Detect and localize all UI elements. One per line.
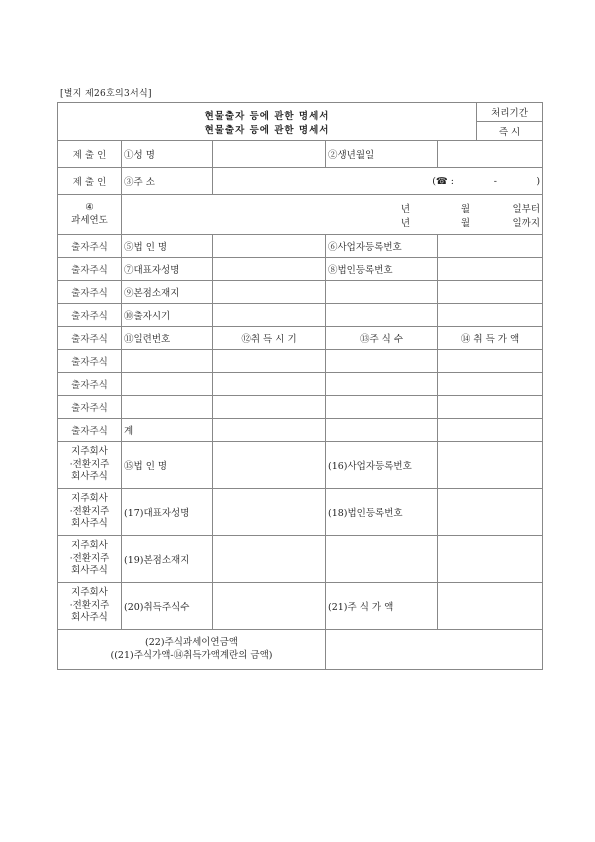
corp-name-label: ⑤법 인 명 [122,235,213,258]
corp-name-field[interactable] [213,235,326,258]
investor-label: 출자주식 [58,258,122,281]
investor-label: 출자주식 [58,235,122,258]
corp-reg-label: ⑧법인등록번호 [326,258,438,281]
holding-hq-field-3[interactable] [438,536,543,583]
holding-corp-name-label: ⑮법 인 명 [122,442,213,489]
holding-label: 지주회사 ·전환지주 회사주식 [58,536,122,583]
submitter-label: 제 출 인 [58,141,122,168]
holding-label: 지주회사 ·전환지주 회사주식 [58,442,122,489]
table-row [58,350,543,373]
holding-biz-reg-label: (16)사업자등록번호 [326,442,438,489]
investor-label: 출자주식 [58,373,122,396]
hq-field[interactable] [213,281,326,304]
shares-cell[interactable] [326,350,438,373]
total-label: 계 [122,419,213,442]
birth-field[interactable] [438,141,543,168]
acq-value-header: ⑭ 취 득 가 액 [438,327,543,350]
acq-value-cell[interactable] [438,373,543,396]
submitter-label: 제 출 인 [58,168,122,195]
acq-date-header: ⑫취 득 시 기 [213,327,326,350]
phone-dash: - [493,175,497,187]
phone-suffix: ) [536,175,541,187]
hq-label: ⑨본점소재지 [122,281,213,304]
share-value-field[interactable] [438,583,543,630]
holding-biz-reg-field[interactable] [438,442,543,489]
shares-cell[interactable] [326,396,438,419]
acq-date-cell[interactable] [213,396,326,419]
corp-reg-field[interactable] [438,258,543,281]
acq-value-cell[interactable] [438,350,543,373]
holding-rep-name-field[interactable] [213,489,326,536]
acq-date-cell[interactable] [213,373,326,396]
acq-value-cell[interactable] [438,396,543,419]
share-value-label: (21)주 식 가 액 [326,583,438,630]
deferred-amount-label: (22)주식과세이연금액 ((21)주식가액-⑭취득가액계란의 금액) [58,630,326,670]
total-acq-value[interactable] [438,419,543,442]
holding-corp-name-field[interactable] [213,442,326,489]
processing-period-value: 즉 시 [477,122,543,141]
acq-shares-label: (20)취득주식수 [122,583,213,630]
shares-cell[interactable] [326,373,438,396]
serial-cell[interactable] [122,350,213,373]
total-acq-date[interactable] [213,419,326,442]
hq-field-3[interactable] [438,281,543,304]
total-shares[interactable] [326,419,438,442]
rep-name-label: ⑦대표자성명 [122,258,213,281]
holding-corp-reg-field[interactable] [438,489,543,536]
serial-cell[interactable] [122,373,213,396]
holding-label: 지주회사 ·전환지주 회사주식 [58,489,122,536]
holding-hq-field-2[interactable] [326,536,438,583]
name-label: ①성 명 [122,141,213,168]
hq-field-2[interactable] [326,281,438,304]
table-row [58,373,543,396]
shares-header: ⑬주 식 수 [326,327,438,350]
investor-label: 출자주식 [58,304,122,327]
phone-prefix: (☎ : [432,175,454,187]
address-field[interactable] [213,168,543,195]
rep-name-field[interactable] [213,258,326,281]
total-row [58,419,543,442]
holding-rep-name-label: (17)대표자성명 [122,489,213,536]
invest-date-field-2[interactable] [326,304,438,327]
investor-label: 출자주식 [58,327,122,350]
form-reference: [별지 제26호의3서식] [60,89,152,99]
tax-year-label: ④ 과세연도 [58,195,122,235]
address-label: ③주 소 [122,168,213,195]
deferred-amount-field[interactable] [326,630,543,670]
holding-label: 지주회사 ·전환지주 회사주식 [58,583,122,630]
holding-corp-reg-label: (18)법인등록번호 [326,489,438,536]
serial-header: ⑪일련번호 [122,327,213,350]
holding-hq-field[interactable] [213,536,326,583]
processing-period-label: 처리기간 [477,103,543,122]
acq-shares-field[interactable] [213,583,326,630]
invest-date-label: ⑩출자시기 [122,304,213,327]
name-field[interactable] [213,141,326,168]
invest-date-field-3[interactable] [438,304,543,327]
investor-label: 출자주식 [58,350,122,373]
form-title: 현물출자 등에 관한 명세서 현물출자 등에 관한 명세서 [58,103,477,141]
statement-form [57,102,543,670]
birth-label: ②생년월일 [326,141,438,168]
investor-label: 출자주식 [58,281,122,304]
holding-hq-label: (19)본점소재지 [122,536,213,583]
biz-reg-label: ⑥사업자등록번호 [326,235,438,258]
investor-label: 출자주식 [58,396,122,419]
invest-date-field[interactable] [213,304,326,327]
table-row [58,396,543,419]
acq-date-cell[interactable] [213,350,326,373]
tax-year-field[interactable]: 년 월 일부터 년 월 일까지 [122,195,543,235]
serial-cell[interactable] [122,396,213,419]
investor-label: 출자주식 [58,419,122,442]
biz-reg-field[interactable] [438,235,543,258]
